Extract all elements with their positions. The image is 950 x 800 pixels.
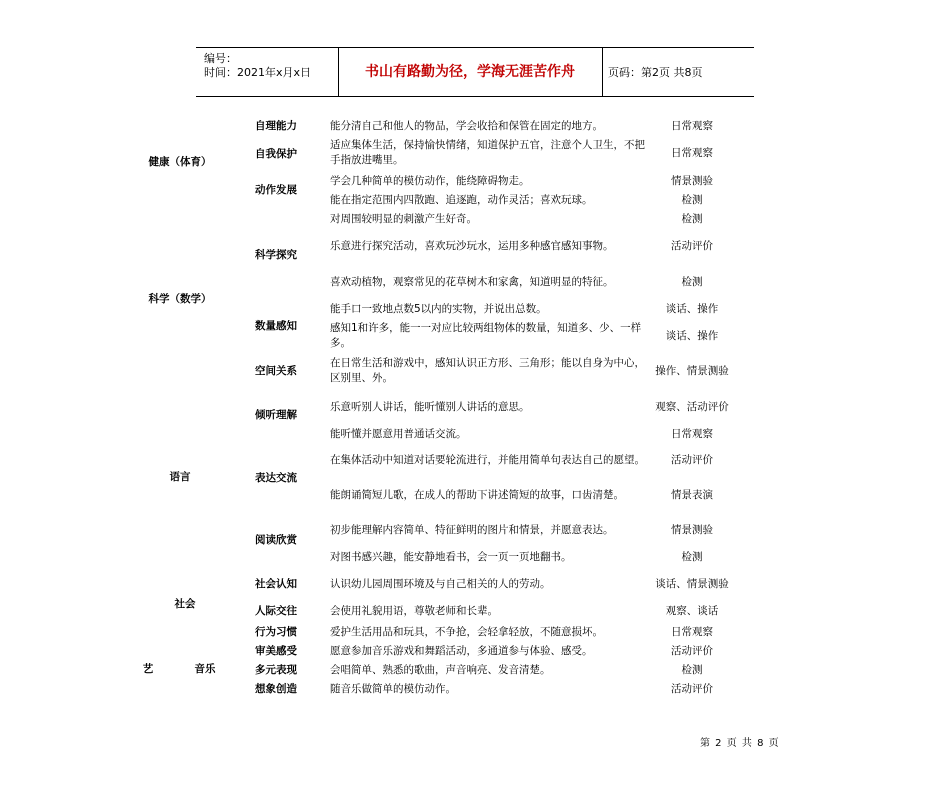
goal-text: 能在指定范围内四散跑、追逐跑，动作灵活；喜欢玩球。 (330, 193, 593, 206)
evaluation-method: 活动评价 (671, 239, 713, 252)
evaluation-method: 谈话、操作 (665, 302, 719, 315)
evaluation-method: 观察、谈话 (665, 604, 719, 617)
evaluation-method: 情景测验 (671, 174, 713, 187)
goal-text: 认识幼儿园周围环境及与自己相关的人的劳动。 (330, 577, 551, 590)
domain-label: 音乐 (194, 663, 216, 675)
goal-text: 随音乐做简单的模仿动作。 (330, 682, 456, 695)
goal-text: 会唱简单、熟悉的歌曲，声音响亮、发音清楚。 (330, 663, 551, 676)
evaluation-method: 检测 (681, 550, 703, 563)
subdomain-label: 动作发展 (255, 183, 297, 196)
evaluation-method: 观察、活动评价 (655, 400, 729, 413)
goal-text: 感知1和许多，能一一对应比较两组物体的数量，知道多、少、一样多。 (330, 322, 642, 349)
domain-label: 社会 (174, 598, 196, 610)
evaluation-method: 检测 (681, 193, 703, 206)
header-top-rule (196, 47, 754, 48)
goal-text: 能听懂并愿意用普通话交流。 (330, 427, 467, 440)
evaluation-method: 日常观察 (671, 146, 713, 159)
subdomain-label: 自理能力 (255, 119, 297, 132)
subdomain-label: 人际交往 (255, 604, 297, 617)
goal-text: 能分清自己和他人的物品，学会收拾和保管在固定的地方。 (330, 119, 603, 132)
header-page-label: 页码：第2页 共8页 (608, 66, 703, 79)
goal-text: 能朗诵简短儿歌，在成人的帮助下讲述简短的故事，口齿清楚。 (330, 488, 624, 501)
subdomain-label: 数量感知 (255, 319, 297, 332)
evaluation-method: 日常观察 (671, 427, 713, 440)
domain-label: 语言 (169, 471, 191, 483)
subdomain-label: 行为习惯 (255, 625, 297, 638)
subdomain-label: 想象创造 (255, 682, 297, 695)
subdomain-label: 审美感受 (255, 644, 297, 657)
subdomain-label: 表达交流 (255, 471, 297, 484)
subdomain-label: 空间关系 (255, 364, 297, 377)
goal-text: 会使用礼貌用语，尊敬老师和长辈。 (330, 604, 498, 617)
evaluation-method: 活动评价 (671, 453, 713, 466)
evaluation-method: 检测 (681, 275, 703, 288)
goal-text: 适应集体生活，保持愉快情绪，知道保护五官，注意个人卫生，不把手指放进嘴里。 (330, 139, 645, 166)
subdomain-label: 科学探究 (255, 248, 297, 261)
subdomain-label: 社会认知 (255, 577, 297, 590)
goal-text: 爱护生活用品和玩具，不争抢，会轻拿轻放，不随意损坏。 (330, 625, 603, 638)
header-motto: 书山有路勤为径，学海无涯苦作舟 (365, 64, 575, 80)
evaluation-method: 情景测验 (671, 523, 713, 536)
evaluation-method: 情景表演 (671, 488, 713, 501)
header-bottom-rule (196, 96, 754, 97)
goal-text: 学会几种简单的模仿动作，能绕障碍物走。 (330, 174, 530, 187)
header-code-label: 编号： (204, 52, 237, 65)
goal-text: 对图书感兴趣，能安静地看书，会一页一页地翻书。 (330, 550, 572, 563)
goal-text: 乐意听别人讲话，能听懂别人讲话的意思。 (330, 400, 530, 413)
goal-text: 乐意进行探究活动，喜欢玩沙玩水，运用多种感官感知事物。 (330, 239, 614, 252)
subdomain-label: 多元表现 (255, 663, 297, 676)
evaluation-method: 活动评价 (671, 644, 713, 657)
header-divider-right (602, 47, 603, 97)
goal-text: 喜欢动植物，观察常见的花草树木和家禽，知道明显的特征。 (330, 275, 614, 288)
evaluation-method: 操作、情景测验 (655, 364, 729, 377)
subdomain-label: 自我保护 (255, 147, 297, 160)
domain-label: 科学（数学） (148, 293, 212, 305)
footer-page-number: 第 2 页 共 8 页 (700, 738, 780, 749)
evaluation-method: 检测 (681, 212, 703, 225)
subdomain-label: 倾听理解 (255, 408, 297, 421)
goal-text: 对周围较明显的刺激产生好奇。 (330, 212, 477, 225)
goal-text: 愿意参加音乐游戏和舞蹈活动，多通道参与体验、感受。 (330, 644, 593, 657)
goal-text: 在日常生活和游戏中，感知认识正方形、三角形；能以自身为中心，区别里、外。 (330, 357, 645, 384)
goal-text: 初步能理解内容简单、特征鲜明的图片和情景，并愿意表达。 (330, 523, 614, 536)
evaluation-method: 谈话、操作 (665, 329, 719, 342)
evaluation-method: 日常观察 (671, 119, 713, 132)
evaluation-method: 谈话、情景测验 (655, 577, 729, 590)
domain-label: 艺 (142, 663, 154, 675)
goal-text: 在集体活动中知道对话要轮流进行，并能用简单句表达自己的愿望。 (330, 453, 645, 466)
evaluation-method: 日常观察 (671, 625, 713, 638)
evaluation-method: 检测 (681, 663, 703, 676)
goal-text: 能手口一致地点数5以内的实物，并说出总数。 (330, 302, 547, 315)
evaluation-method: 活动评价 (671, 682, 713, 695)
subdomain-label: 阅读欣赏 (255, 533, 297, 546)
domain-label: 健康（体育） (148, 156, 212, 168)
header-date-label: 时间：2021年x月x日 (204, 66, 312, 79)
